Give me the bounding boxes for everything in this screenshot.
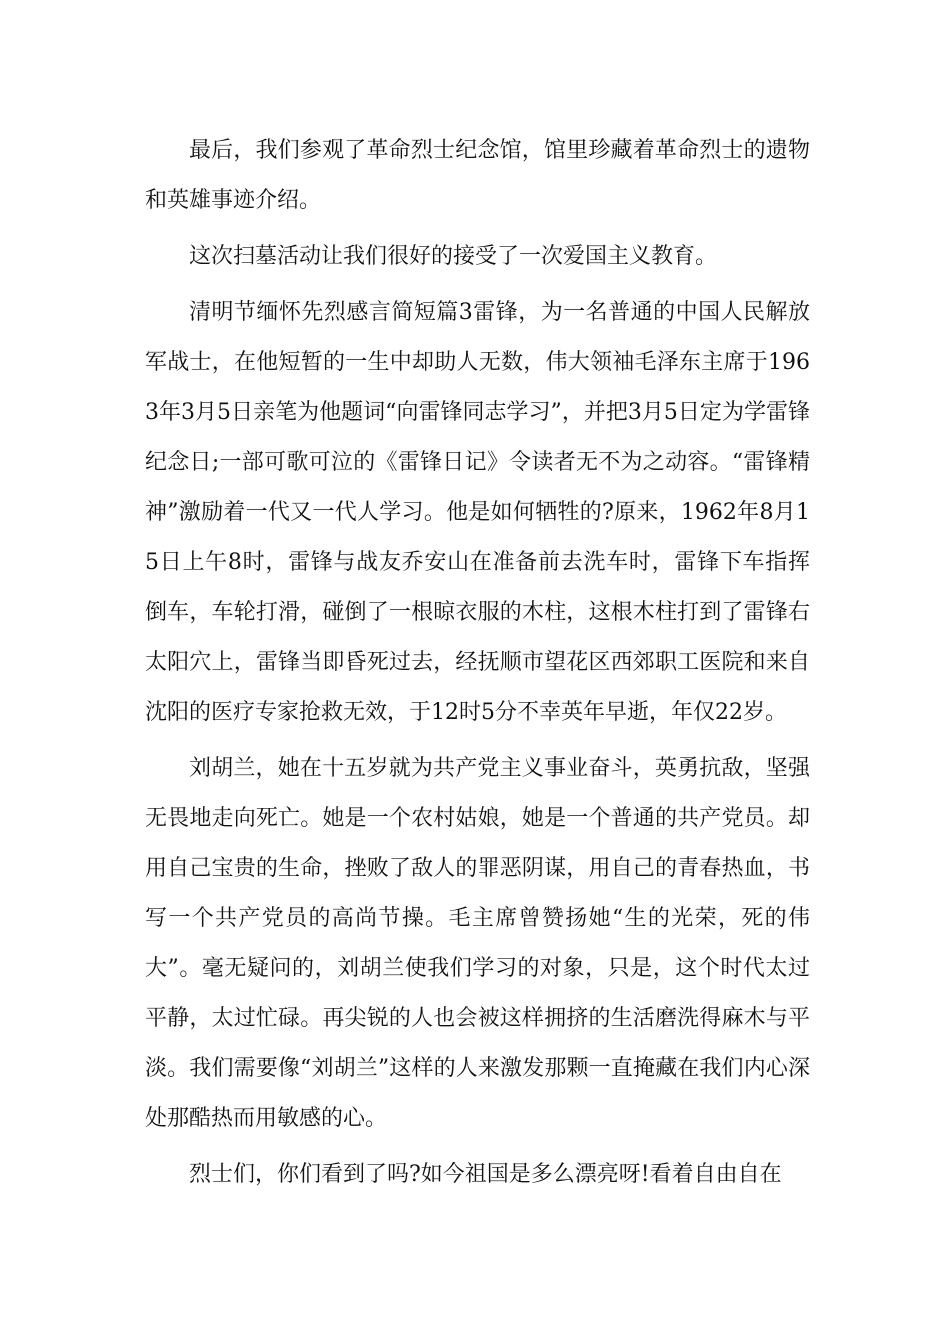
paragraph-patriotic-education: 这次扫墓活动让我们很好的接受了一次爱国主义教育。 <box>189 244 718 269</box>
paragraph-liu-hulan: 刘胡兰，她在十五岁就为共产党主义事业奋斗，英勇抗敌，坚强无畏地走向死亡。她是一个农村姑娘，她是一个普通的共产党员。却用自己宝贵的生命，挫败了敌人的罪恶阴谋，用自己的青春热血，书写一个共产党员的高尚节操。毛主席曾赞扬她“生的光荣，死的伟大”。毫无疑问的，刘胡兰使我们学习的对象，只是，这个时代太过平静，太过忙碌。再尖锐的人也会被这样拥挤的生活磨洗得麻木与平淡。我们需要像“刘胡兰”这样的人来激发那颗一直掩藏在我们内心深处那酷热而用敏感的心。 <box>145 756 810 1131</box>
paragraph-memorial-hall: 最后，我们参观了革命烈士纪念馆，馆里珍藏着革命烈士的遗物和英雄事迹介绍。 <box>145 138 810 213</box>
document-body <box>145 126 810 1200</box>
paragraph-lei-feng: 清明节缅怀先烈感言简短篇3雷锋，为一名普通的中国人民解放军战士，在他短暂的一生中却助人无数，伟大领袖毛泽东主席于1963年3月5日亲笔为他题词“向雷锋同志学习”，并把3月5日定为学雷锋纪念日;一部可歌可泣的《雷锋日记》令读者无不为之动容。“雷锋精神”激励着一代又一代人学习。他是如何牺牲的?原来，1962年8月15日上午8时，雷锋与战友乔安山在准备前去洗车时，雷锋下车指挥倒车，车轮打滑，碰倒了一根晾衣服的木柱，这根木柱打到了雷锋右太阳穴上，雷锋当即昏死过去，经抚顺市望花区西郊职工医院和来自沈阳的医疗专家抢救无效，于12时5分不幸英年早逝，年仅22岁。 <box>145 300 810 725</box>
paragraph-martyrs: 烈士们，你们看到了吗?如今祖国是多么漂亮呀!看着自由自在 <box>189 1162 782 1187</box>
